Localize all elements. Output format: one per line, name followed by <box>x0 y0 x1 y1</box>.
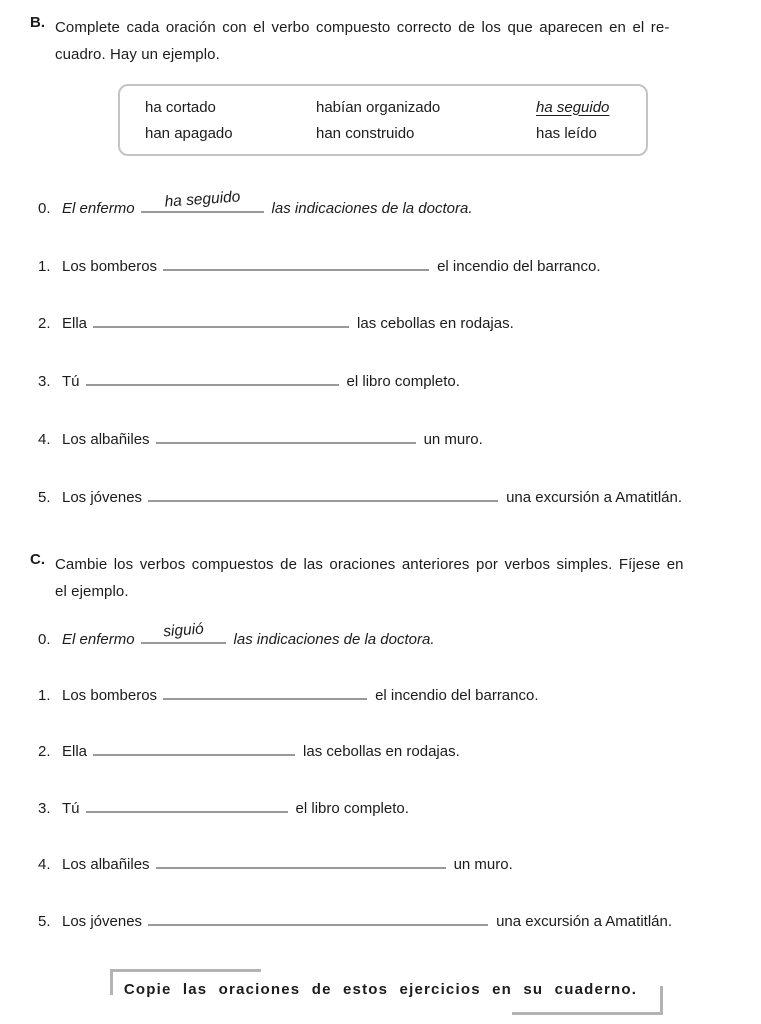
answer-blank <box>93 312 349 328</box>
section-c-instructions <box>55 551 684 605</box>
answer-blank <box>156 853 446 869</box>
item-text-pre: Ella <box>62 743 88 760</box>
item-number: 4. <box>38 431 51 448</box>
answer-blank <box>86 797 288 813</box>
item-number: 2. <box>38 743 51 760</box>
exercise-b-item-3 <box>38 370 460 390</box>
exercise-c-item-4 <box>38 853 513 873</box>
item-text-post: una excursión a Amatitlán. <box>496 913 672 930</box>
section-b-header <box>30 14 669 68</box>
section-c-header <box>30 551 684 605</box>
item-text-post: las cebollas en rodajas. <box>303 743 460 760</box>
item-text-pre: El enfermo <box>62 631 135 648</box>
section-c-instruction-line2: el ejemplo. <box>55 583 129 600</box>
item-number: 3. <box>38 800 51 817</box>
section-b-instruction-line2: cuadro. Hay un ejemplo. <box>55 46 220 63</box>
exercise-b-item-1 <box>38 255 601 275</box>
exercise-b-item-0 <box>38 188 473 217</box>
example-answer: ha seguido <box>163 188 241 211</box>
verb-option: has leído <box>536 124 597 142</box>
item-text-pre: Los albañiles <box>62 431 150 448</box>
verb-bank-box <box>118 84 648 156</box>
section-b-label: B. <box>30 14 45 31</box>
answer-blank <box>141 188 264 213</box>
answer-blank <box>148 910 488 926</box>
answer-blank <box>86 370 339 386</box>
section-b-instruction-line1: Complete cada oración con el verbo compuesto correcto de los que aparecen en el re- <box>55 19 670 36</box>
item-text-post: el incendio del barranco. <box>375 687 539 704</box>
footer-note: Copie las oraciones de estos ejercicios en su cuaderno. <box>123 981 638 998</box>
exercise-b-item-5 <box>38 486 682 506</box>
item-text-pre: Los jóvenes <box>62 489 143 506</box>
item-text-post: una excursión a Amatitlán. <box>506 489 682 506</box>
item-text-post: el incendio del barranco. <box>437 258 601 275</box>
item-text-post: las indicaciones de la doctora. <box>271 200 473 217</box>
answer-blank <box>156 428 416 444</box>
exercise-c-item-1 <box>38 684 539 704</box>
item-text-post: las indicaciones de la doctora. <box>233 631 435 648</box>
verb-option: han apagado <box>145 124 233 142</box>
item-number: 0. <box>38 200 51 217</box>
item-text-pre: Los bomberos <box>62 687 158 704</box>
verb-option: han construido <box>316 124 415 142</box>
answer-blank <box>141 620 226 644</box>
item-text-pre: Tú <box>62 373 80 390</box>
exercise-c-item-5 <box>38 910 672 930</box>
item-text-pre: Tú <box>62 800 80 817</box>
section-b-instructions <box>55 14 669 68</box>
item-number: 5. <box>38 489 51 506</box>
exercise-c-item-2 <box>38 740 460 760</box>
item-text-post: un muro. <box>423 431 483 448</box>
answer-blank <box>163 684 367 700</box>
item-text-pre: Ella <box>62 315 88 332</box>
section-c-label: C. <box>30 551 45 568</box>
item-number: 5. <box>38 913 51 930</box>
verb-option: ha cortado <box>145 98 216 116</box>
answer-blank <box>93 740 295 756</box>
exercise-b-item-2 <box>38 312 514 332</box>
item-text-pre: Los bomberos <box>62 258 158 275</box>
exercise-c-item-3 <box>38 797 409 817</box>
exercise-b-item-4 <box>38 428 483 448</box>
item-text-post: las cebollas en rodajas. <box>357 315 514 332</box>
verb-option: habían organizado <box>316 98 441 116</box>
verb-option-used-example: ha seguido <box>536 98 610 116</box>
corner-bracket-bottom-right <box>512 986 663 1015</box>
item-text-pre: Los jóvenes <box>62 913 143 930</box>
item-text-post: un muro. <box>453 856 513 873</box>
item-text-post: el libro completo. <box>295 800 409 817</box>
item-number: 2. <box>38 315 51 332</box>
item-text-pre: El enfermo <box>62 200 135 217</box>
answer-blank <box>163 255 429 271</box>
item-number: 0. <box>38 631 51 648</box>
exercise-c-item-0 <box>38 620 435 648</box>
item-number: 1. <box>38 258 51 275</box>
item-number: 1. <box>38 687 51 704</box>
answer-blank <box>148 486 498 502</box>
item-number: 4. <box>38 856 51 873</box>
item-number: 3. <box>38 373 51 390</box>
example-answer: siguió <box>162 620 204 641</box>
item-text-pre: Los albañiles <box>62 856 150 873</box>
item-text-post: el libro completo. <box>346 373 460 390</box>
section-c-instruction-line1: Cambie los verbos compuestos de las oraciones anteriores por verbos simples. Fíjese en <box>55 556 684 573</box>
